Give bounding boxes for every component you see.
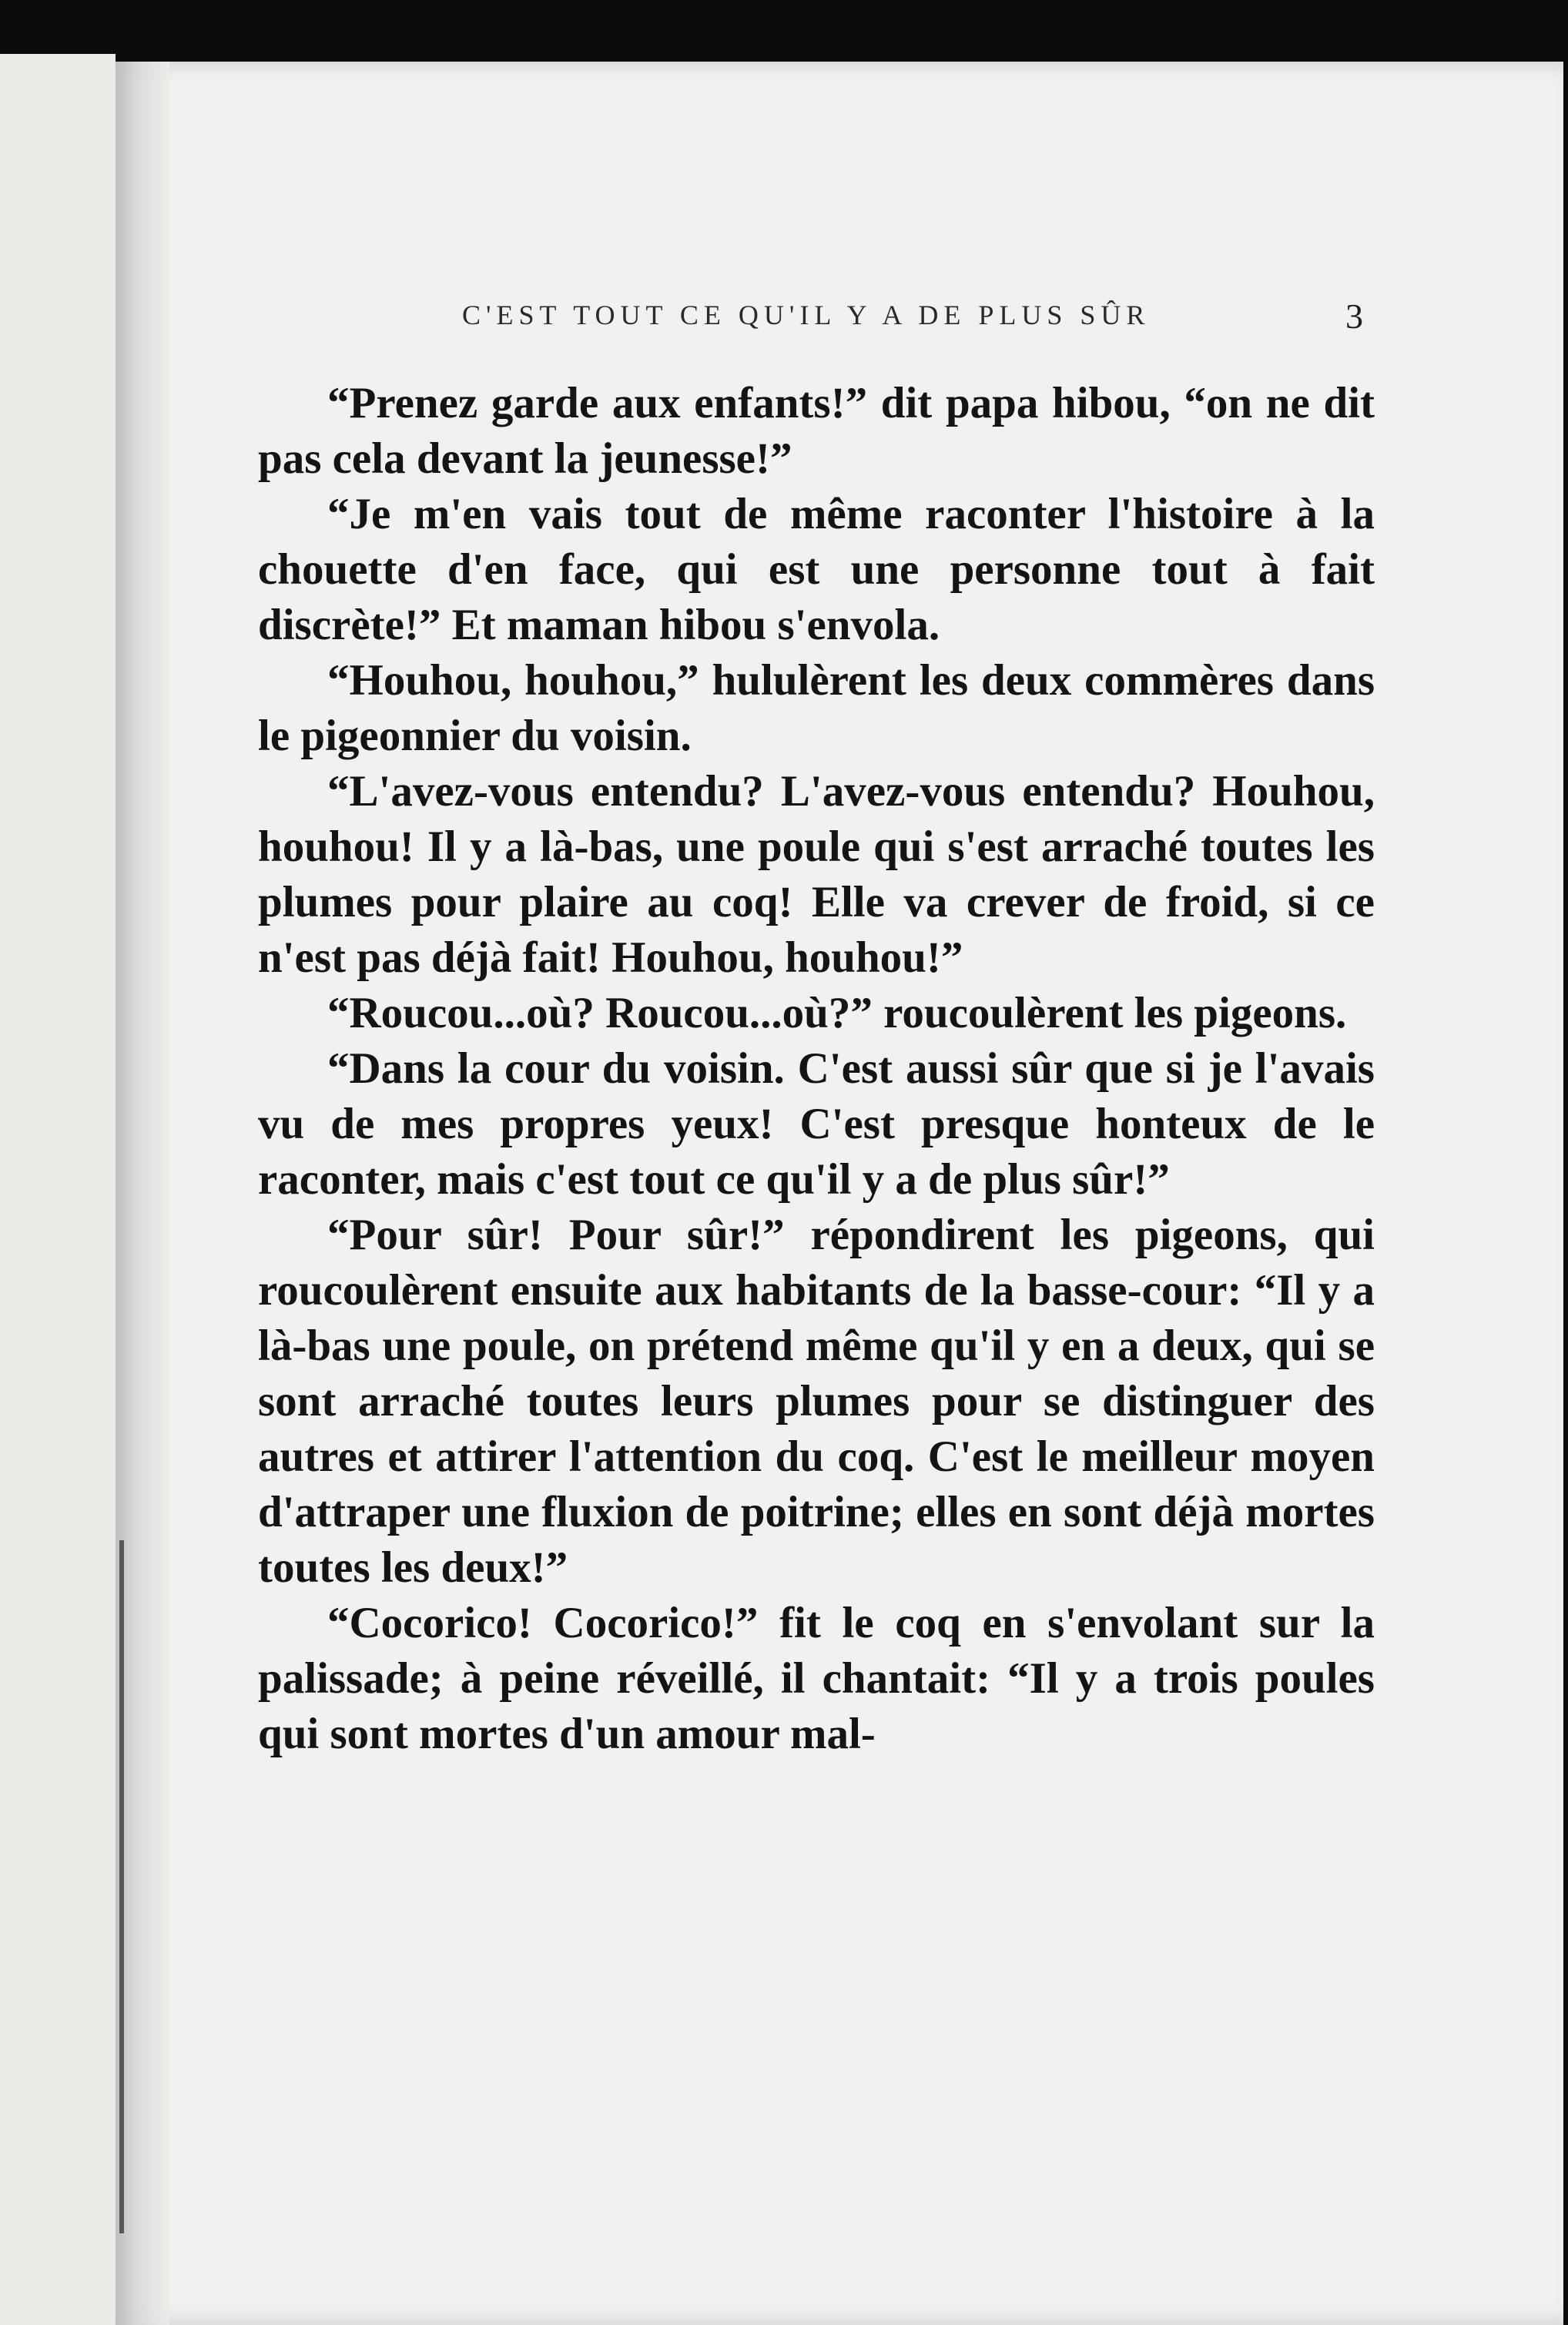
binding-edge-line	[119, 1540, 124, 2233]
running-title: C'EST TOUT CE QU'IL Y A DE PLUS SÛR	[462, 300, 1151, 330]
paragraph: “Houhou, houhou,” hululèrent les deux commères dans le pigeonnier du voisin.	[258, 656, 1375, 760]
paragraph: “L'avez-vous entendu? L'avez-vous entendu? Houhou, houhou! Il y a là-bas, une poule qui s'est arraché toutes les plumes pour plaire au coq! Elle va crever de froid, si ce n'est pas déjà fait! Houhou, houhou!”	[258, 767, 1375, 982]
facing-page-edge	[0, 54, 116, 2325]
body-text	[258, 376, 1375, 1762]
paragraph: “Roucou...où? Roucou...où?” roucoulèrent les pigeons.	[327, 989, 1347, 1037]
page-number: 3	[1345, 296, 1363, 336]
paragraph: “Je m'en vais tout de même raconter l'histoire à la chouette d'en face, qui est une personne tout à fait discrète!” Et maman hibou s'envola.	[258, 490, 1375, 649]
paragraph: “Pour sûr! Pour sûr!” répondirent les pigeons, qui roucoulèrent ensuite aux habitants de la basse-cour: “Il y a là-bas une poule, on prétend même qu'il y en a deux, qui se sont arraché toutes leurs plumes pour se distinguer des autres et attirer l'attention du coq. C'est le meilleur moyen d'attraper une fluxion de poitrine; elles en sont déjà mortes toutes les deux!”	[258, 1211, 1375, 1592]
paragraph: “Cocorico! Cocorico!” fit le coq en s'envolant sur la palissade; à peine réveillé, il chantait: “Il y a trois poules qui sont mortes d'un amour mal-	[258, 1599, 1375, 1758]
paragraph: “Prenez garde aux enfants!” dit papa hibou, “on ne dit pas cela devant la jeunesse!”	[258, 379, 1375, 483]
paragraph: “Dans la cour du voisin. C'est aussi sûr que si je l'avais vu de mes propres yeux! C'est presque honteux de le raconter, mais c'est tout ce qu'il y a de plus sûr!”	[258, 1044, 1375, 1204]
